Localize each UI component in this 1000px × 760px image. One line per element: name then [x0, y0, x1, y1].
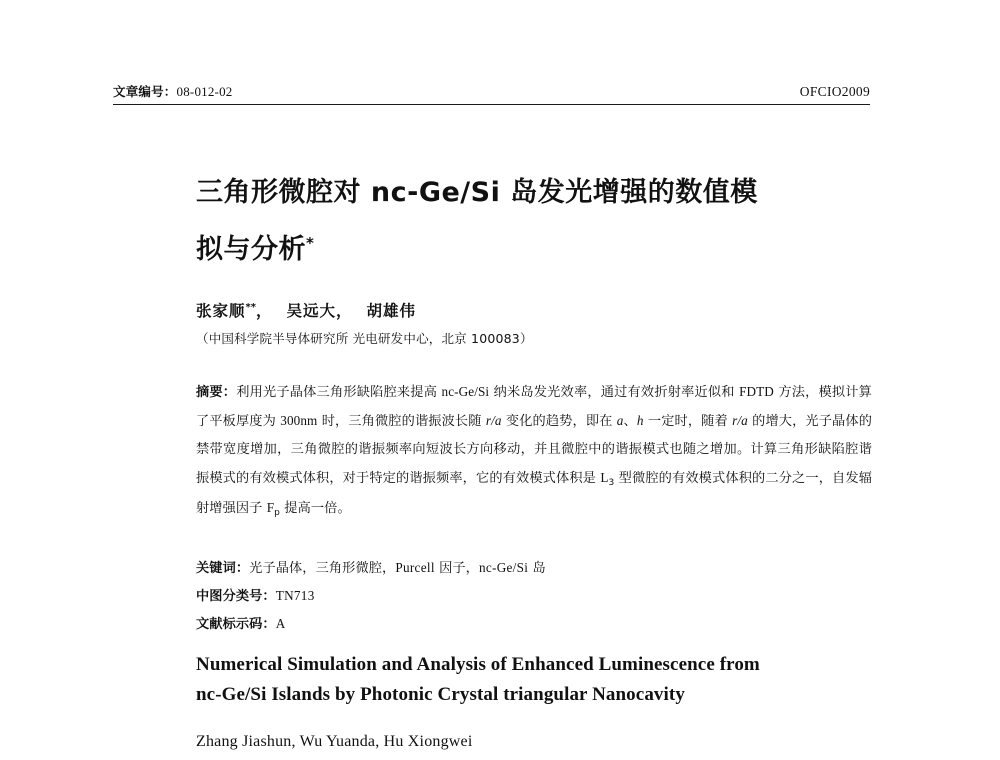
document-code-label: 文献标示码： [196, 617, 276, 632]
abstract-var-ra-1: r/a [485, 413, 502, 428]
abstract-label: 摘要： [196, 385, 237, 400]
page-title-cn [196, 168, 868, 275]
abstract-cavity-subscript: 3 [608, 478, 615, 488]
keywords-line [196, 557, 886, 576]
affiliation-cn: （中国科学院半导体研究所 光电研发中心，北京 100083） [196, 331, 533, 346]
page-title-cn-line2: 拟与分析 [196, 234, 306, 265]
document-code-line [196, 613, 886, 632]
keywords-ncgesi: nc-Ge/Si [478, 560, 529, 575]
keywords-label: 关键词： [196, 561, 250, 576]
abstract-part-7: 一定时，随着 [643, 414, 733, 429]
abstract-part-8: 的增大，光子晶体的禁带宽度增加，三角微腔的谐振频率向短波长方向移动，并且微腔中的谐振模式也随之增加。计算三角形缺陷腔谐振模式的有效模式体积，对于特定的谐振频率，它的有效模式体积是 [196, 414, 872, 486]
article-number-label: 文章编号： [113, 84, 177, 99]
keywords-value-2: 因子， [434, 561, 479, 576]
abstract-part-5: 变化的趋势，即在 [501, 414, 617, 429]
title-footnote-marker: * [306, 234, 315, 252]
clc-label: 中图分类号： [196, 589, 276, 604]
abstract-part-10: 提高一倍。 [280, 501, 351, 516]
abstract-term-fdtd: FDTD [739, 384, 774, 399]
document-code-value: A [275, 616, 286, 631]
abstract-var-h: h [636, 413, 644, 428]
abstract-part-4: 时，三角微腔的谐振波长随 [317, 414, 486, 429]
abstract-cavity-symbol: L [600, 470, 609, 485]
header-rule [113, 104, 870, 105]
abstract-part-1: 利用光子晶体三角形缺陷腔来提高 [236, 385, 442, 400]
authors-en: Zhang Jiashun, Wu Yuanda, Hu Xiongwei [196, 733, 473, 750]
abstract-cn [196, 378, 872, 524]
article-number-value: 08-012-02 [176, 84, 233, 99]
abstract-term-thickness: 300nm [280, 413, 318, 428]
article-number [113, 82, 232, 100]
author-separator-2: ， [336, 302, 353, 320]
abstract-purcell-subscript: p [274, 508, 280, 518]
conference-name: OFCIO2009 [799, 84, 870, 99]
page-title-cn-line1: 三角形微腔对 nc-Ge/Si 岛发光增强的数值模 [196, 177, 758, 208]
clc-line [196, 585, 886, 604]
page-title-en-line2: nc-Ge/Si Islands by Photonic Crystal triangular Nanocavity [196, 684, 685, 705]
author-separator-1: ， [255, 302, 273, 320]
clc-value: TN713 [275, 588, 315, 603]
abstract-purcell-symbol: F [266, 500, 275, 515]
author-1-marker: ** [245, 301, 256, 313]
keywords-value-1: 光子晶体，三角形微腔， [249, 561, 396, 576]
abstract-part-9: 型微腔的有效模式体积的二分之一，自发辐射增强因子 [196, 471, 872, 516]
author-1: 张家顺 [196, 302, 246, 320]
keywords-purcell: Purcell [395, 560, 435, 575]
author-2: 吴远大 [286, 302, 337, 320]
author-3: 胡雄伟 [366, 302, 417, 320]
abstract-term-ncgesi: nc-Ge/Si [441, 384, 490, 399]
authors-cn [196, 299, 416, 321]
abstract-part-6: 、 [623, 414, 637, 429]
abstract-part-3: 方法，模拟计算了平板厚度为 [196, 385, 872, 429]
keywords-value-3: 岛 [528, 561, 546, 576]
running-header [113, 82, 870, 100]
page-title-en [196, 650, 856, 710]
abstract-var-ra-2: r/a [732, 413, 748, 428]
page-title-en-line1: Numerical Simulation and Analysis of Enhanced Luminescence from [196, 654, 760, 675]
abstract-part-2: 纳米岛发光效率，通过有效折射率近似和 [489, 385, 740, 400]
abstract-var-a: a [616, 413, 624, 428]
